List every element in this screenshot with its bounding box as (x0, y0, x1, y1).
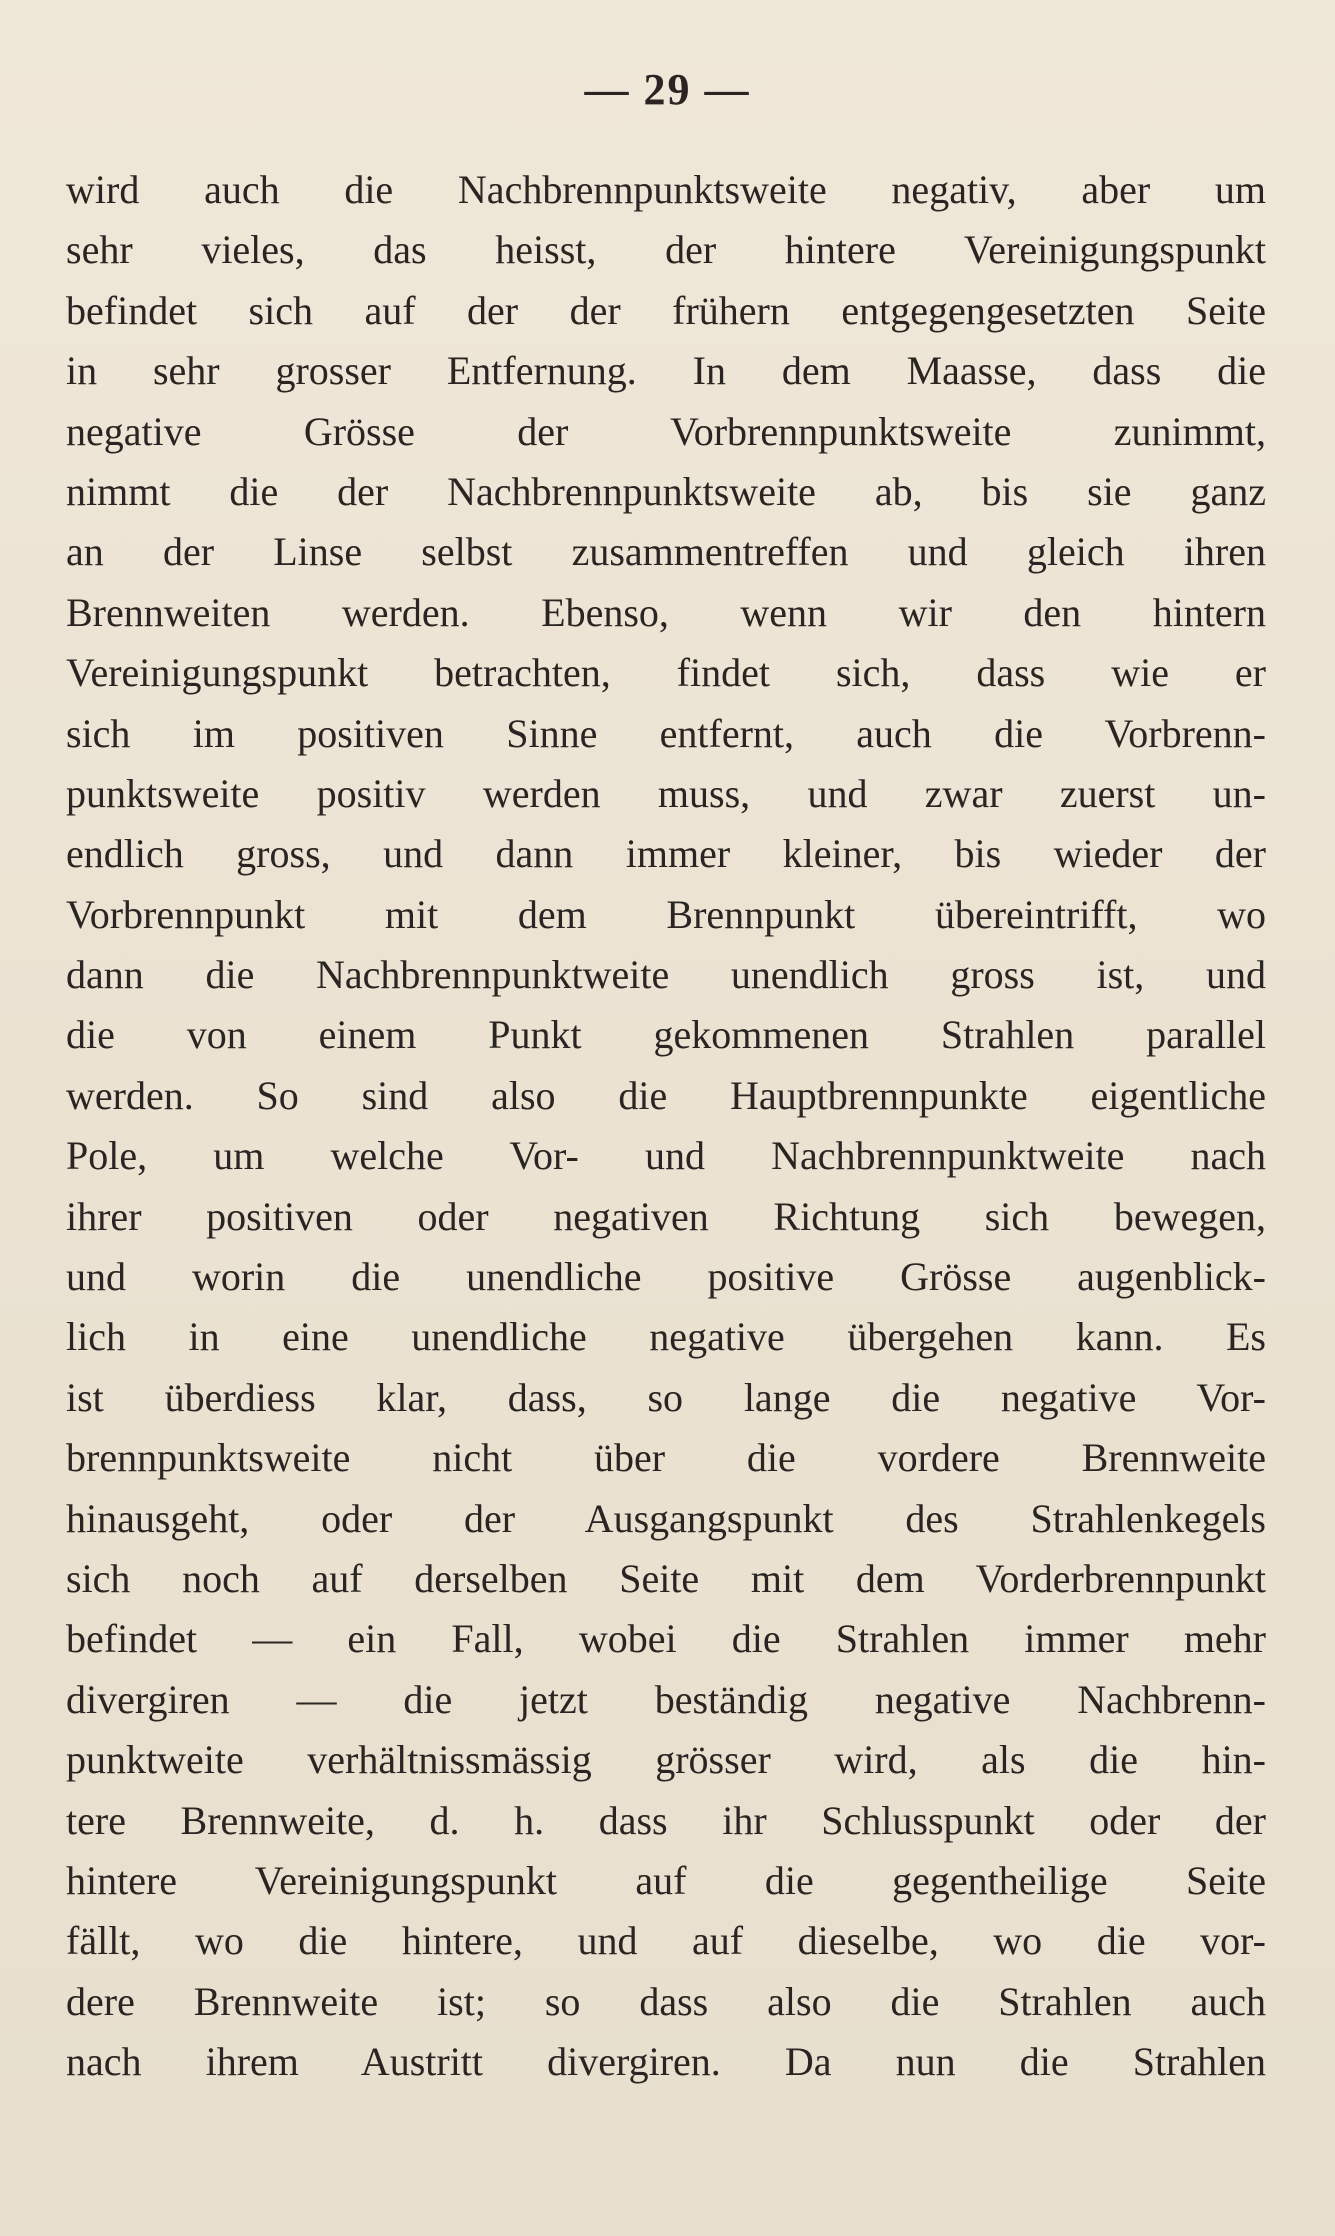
text-line: punktsweite positiv werden muss, und zwar zuerst un- (66, 770, 1266, 816)
text-line: brennpunktsweite nicht über die vordere Brennweite (66, 1435, 1266, 1481)
text-line: sehr vieles, das heisst, der hintere Vereinigungspunkt (66, 227, 1266, 273)
text-line: befindet sich auf der der frühern entgegengesetzten Seite (66, 287, 1266, 333)
text-line: und worin die unendliche positive Grösse augenblick- (66, 1254, 1266, 1300)
text-line: die von einem Punkt gekommenen Strahlen parallel (66, 1012, 1266, 1058)
text-line: hinausgeht, oder der Ausgangspunkt des Strahlenkegels (66, 1495, 1266, 1541)
text-line: Vorbrennpunkt mit dem Brennpunkt übereintrifft, wo (66, 891, 1266, 937)
text-line: nach ihrem Austritt divergiren. Da nun die Strahlen (66, 2039, 1266, 2085)
text-line: hintere Vereinigungspunkt auf die gegentheilige Seite (66, 1857, 1266, 1903)
text-line: wird auch die Nachbrennpunktsweite negativ, aber um (66, 167, 1266, 212)
text-line: lich in eine unendliche negative übergehen kann. Es (66, 1314, 1266, 1360)
text-line: tere Brennweite, d. h. dass ihr Schlusspunkt oder der (66, 1797, 1266, 1843)
text-line: negative Grösse der Vorbrennpunktsweite zunimmt, (66, 408, 1266, 454)
text-line: dere Brennweite ist; so dass also die Strahlen auch (66, 1978, 1266, 2024)
text-line: befindet — ein Fall, wobei die Strahlen immer mehr (66, 1616, 1266, 1662)
text-line: Brennweiten werden. Ebenso, wenn wir den hintern (66, 589, 1266, 635)
text-line: sich noch auf derselben Seite mit dem Vorderbrennpunkt (66, 1555, 1266, 1601)
text-line: in sehr grosser Entfernung. In dem Maasse, dass die (66, 348, 1266, 394)
text-line: ihrer positiven oder negativen Richtung sich bewegen, (66, 1193, 1266, 1239)
text-line: punktweite verhältnissmässig grösser wird, als die hin- (66, 1737, 1266, 1783)
text-line: endlich gross, und dann immer kleiner, bis wieder der (66, 831, 1266, 877)
text-line: ist überdiess klar, dass, so lange die negative Vor- (66, 1374, 1266, 1420)
body-text (66, 160, 1266, 2093)
text-line: Pole, um welche Vor- und Nachbrennpunktweite nach (66, 1133, 1266, 1179)
text-line: Vereinigungspunkt betrachten, findet sich, dass wie er (66, 650, 1266, 696)
text-line: divergiren — die jetzt beständig negative Nachbrenn- (66, 1676, 1266, 1722)
text-line: sich im positiven Sinne entfernt, auch die Vorbrenn- (66, 710, 1266, 756)
text-line: an der Linse selbst zusammentreffen und gleich ihren (66, 529, 1266, 575)
page-number: — 29 — (584, 65, 751, 114)
text-line: werden. So sind also die Hauptbrennpunkte eigentliche (66, 1072, 1266, 1118)
text-line: dann die Nachbrennpunktweite unendlich gross ist, und (66, 952, 1266, 998)
text-line: nimmt die der Nachbrennpunktsweite ab, bis sie ganz (66, 468, 1266, 514)
text-line: fällt, wo die hintere, und auf dieselbe, wo die vor- (66, 1918, 1266, 1964)
